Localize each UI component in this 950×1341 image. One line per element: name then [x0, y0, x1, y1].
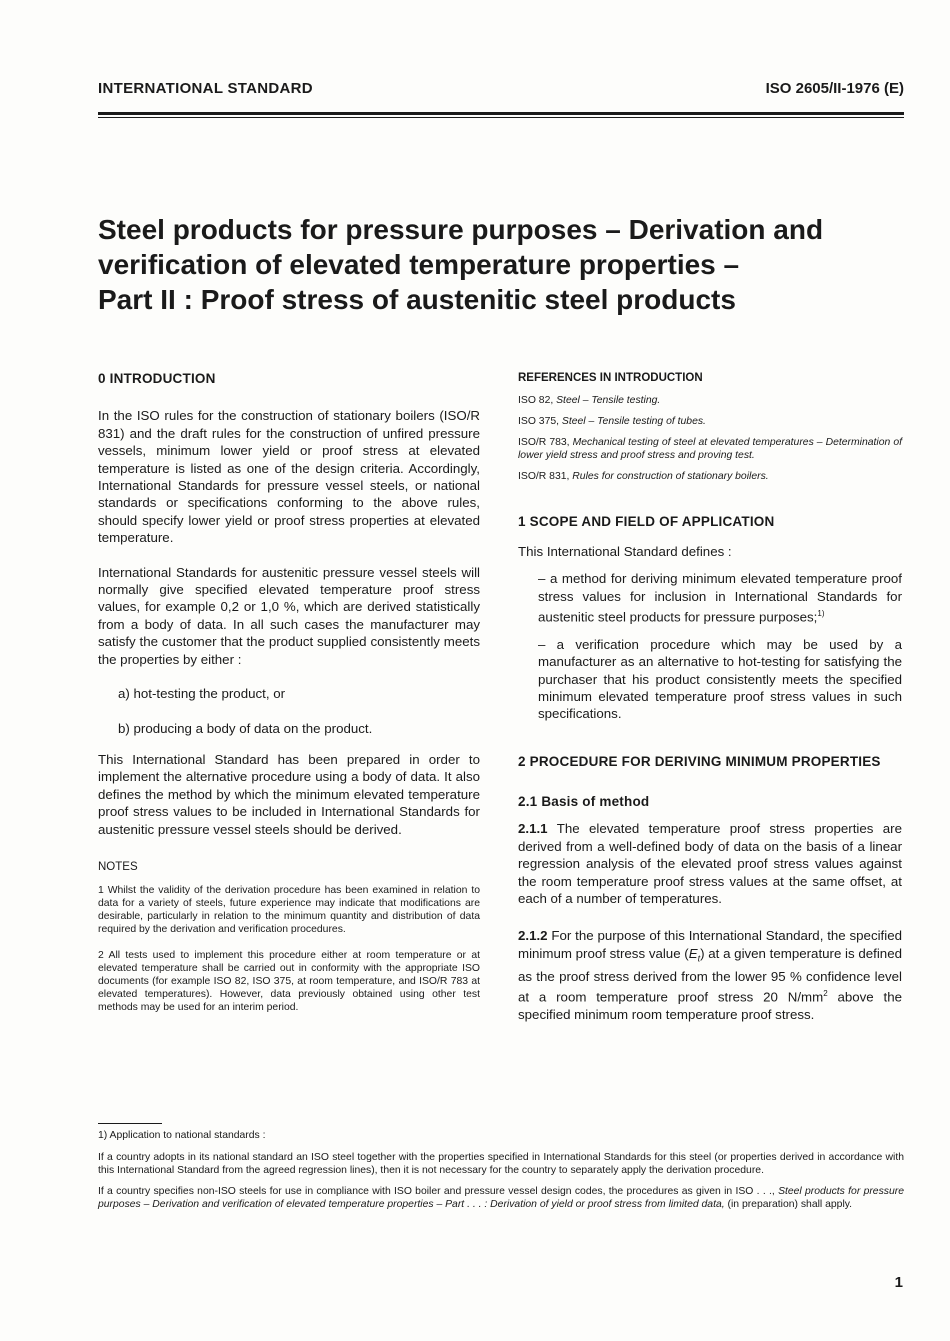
title-line-1: Steel products for pressure purposes – Derivation and [98, 214, 824, 245]
procedure-heading: 2 PROCEDURE FOR DERIVING MINIMUM PROPERTIES [518, 753, 881, 769]
title-line-3: Part II : Proof stress of austenitic steel products [98, 284, 736, 315]
footnote-paragraph-2-title: Steel products for pressure purposes – Derivation and verification of elevated temperature properties – Part . . . : Derivation of yield or proof stress from limited data, [98, 1186, 904, 1210]
note-2: 2 All tests used to implement this procedure either at room temperature or at elevated temperature shall be carried out in conformity with the appropriate ISO documents (for example ISO 82, ISO 375, at room temperature, and ISO/R 783 at elevated temperatures). However, data previously obtained using other test methods may be used for an interim period. [98, 950, 480, 1014]
intro-heading: 0 INTRODUCTION [98, 371, 216, 386]
header-document-number: ISO 2605/II-1976 (E) [765, 80, 904, 97]
reference-iso-82 [518, 394, 902, 407]
footnote-paragraph-2-text-a: If a country specifies non-ISO steels for use in compliance with ISO boiler and pressure vessel design codes, the procedures as given in ISO . . ., [98, 1186, 779, 1197]
footnote-paragraph-2-text-b: (in preparation) shall apply. [724, 1199, 853, 1210]
footnote-rule [98, 1123, 162, 1124]
header-rule-thick [98, 112, 904, 115]
page-header [98, 80, 904, 100]
scope-item-1 [518, 570, 902, 626]
proof-stress-subscript: t [697, 953, 701, 964]
proof-stress-symbol: E [688, 945, 698, 961]
reference-iso-r-783-title: Mechanical testing of steel at elevated temperatures – Determination of lower yield stress and proof stress and proving test. [518, 437, 902, 462]
unit-exponent: 2 [823, 989, 828, 999]
header-rule-thin [98, 117, 904, 118]
footnote-label: 1) Application to national standards : [98, 1130, 266, 1141]
notes-title: NOTES [98, 860, 138, 873]
reference-iso-82-number: ISO 82, [518, 395, 557, 407]
reference-iso-r-783-number: ISO/R 783, [518, 437, 573, 449]
clause-2-1-2-text-c: above the specified minimum room temperature proof stress. [518, 989, 903, 1023]
clause-2-1-1 [518, 820, 902, 907]
clause-2-1-2-number: 2.1.2 [518, 928, 548, 944]
clause-2-1-2 [518, 927, 902, 1023]
document-title [98, 212, 908, 317]
reference-iso-82-title: Steel – Tensile testing. [556, 395, 661, 407]
intro-list-item-a: a) hot-testing the product, or [118, 686, 286, 702]
scope-heading: 1 SCOPE AND FIELD OF APPLICATION [518, 514, 775, 530]
footnote-paragraph-2 [98, 1185, 904, 1211]
clause-2-1-1-number: 2.1.1 [518, 821, 548, 837]
footnote-block [98, 1129, 904, 1211]
reference-iso-375-title: Steel – Tensile testing of tubes. [561, 416, 706, 428]
clause-2-1-2-text-a: For the purpose of this International Standard, the specified minimum proof stress value ( [518, 928, 902, 961]
reference-iso-r-831 [518, 470, 902, 483]
scope-item-1-text: – a method for deriving minimum elevated temperature proof stress values for inclusion in International Standards for austenitic steel products for pressure purposes; [538, 571, 902, 625]
footnote-paragraph-1: If a country adopts in its national standard an ISO steel together with the properties specified in International Standards for this steel (or properties derived in accordance with this International Standard from the agreed regression lines), then it is not necessary for the country to separately apply the derivation procedure. [98, 1152, 904, 1176]
intro-paragraph-3: This International Standard has been prepared in order to implement the alternative procedure using a body of data. It also defines the method by which the minimum elevated temperature proof stress values to be included in International Standards for austenitic pressure vessel steels should be derived. [98, 751, 480, 837]
page-number: 1 [894, 1274, 903, 1291]
intro-list-item-b: b) producing a body of data on the product. [118, 720, 373, 736]
title-line-2: verification of elevated temperature properties – [98, 249, 740, 280]
basis-heading: 2.1 Basis of method [518, 793, 650, 809]
reference-iso-375 [518, 415, 902, 428]
reference-iso-r-831-title: Rules for construction of stationary boilers. [572, 471, 769, 483]
scope-intro: This International Standard defines : [518, 543, 732, 559]
reference-iso-r-783 [518, 436, 902, 462]
clause-2-1-2-text-b: ) at a given temperature is defined as the proof stress derived from the lower 95 % confidence level at a room temperature proof stress 20 N/mm [518, 945, 902, 1005]
reference-iso-r-831-number: ISO/R 831, [518, 471, 573, 483]
references-heading: REFERENCES IN INTRODUCTION [518, 372, 703, 384]
left-column [98, 370, 480, 1014]
intro-paragraph-1: In the ISO rules for the construction of stationary boilers (ISO/R 831) and the draft rules for the construction of unfired pressure vessels, minimum lower yield or proof stress at elevated temperature is listed as one of the design criteria. Accordingly, International Standards for pressure vessel steels, or national standards or specifications conforming to the above rules, should specify lower yield or proof stress properties at elevated temperature. [98, 408, 480, 546]
note-1: 1 Whilst the validity of the derivation procedure has been examined in relation to data for a variety of steels, future experience may indicate that modifications are desirable, particularly in relation to the minimum quantity and distribution of data required by the derivation and verification procedures. [98, 885, 480, 936]
scope-item-2: – a verification procedure which may be used by a manufacturer as an alternative to hot-testing for satisfying the purchaser that his product consistently meets the specified minimum elevated temperature proof stress values in such specifications. [538, 636, 902, 722]
intro-paragraph-2: International Standards for austenitic pressure vessel steels will normally give specified elevated temperature proof stress values, for example 0,2 or 1,0 %, which are derived statistically from a body of data. In all such cases the manufacturer may satisfy the customer that the product supplied consistently meets the properties by either : [98, 564, 480, 667]
header-standard-label: INTERNATIONAL STANDARD [98, 80, 313, 97]
scope-footnote-ref: 1) [817, 609, 825, 619]
right-column [518, 370, 902, 1023]
reference-iso-375-number: ISO 375, [518, 416, 562, 428]
clause-2-1-1-text: The elevated temperature proof stress properties are derived from a well-defined body of data on the basis of a linear regression analysis of the elevated proof stress values against the room temperature proof stress values at the same offset, at each of a number of temperatures. [518, 821, 902, 906]
